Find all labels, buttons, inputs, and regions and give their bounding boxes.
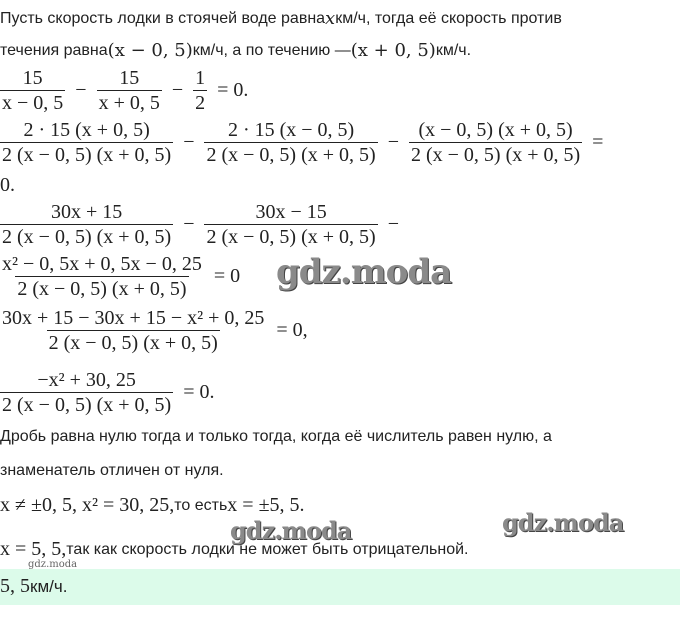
numerator: x² − 0, 5x + 0, 5x − 0, 25 [2, 253, 202, 275]
numerator: 30x + 15 [50, 201, 123, 223]
math: (x + 0, 5) [350, 40, 436, 61]
numerator: 15 [119, 67, 140, 89]
roots-line [0, 494, 305, 517]
equation-2: $\frac{2 \cdot 15 (x + 0, 5)}{2 (x - 0, 5) (x + 0, 5)}$ − $\frac{2 \cdot 15 (x - 0, 5)}{2 (x - 0, 5) (x + 0, 5)}$ − $\frac{(x - 0, 5) (x + 0, 5)}{2 (x - 0, 5) (x + 0, 5)}$ = [2, 119, 604, 166]
text: то есть [174, 496, 228, 514]
numerator: 30x − 15 [255, 201, 327, 223]
intro-line-1 [0, 8, 562, 29]
text: течения равна [0, 41, 108, 59]
denominator: 2 (x − 0, 5) (x + 0, 5) [2, 394, 172, 416]
numerator: 2 · 15 (x + 0, 5) [23, 119, 150, 141]
math: 5, 5 [0, 575, 30, 597]
denominator: 2 (x − 0, 5) (x + 0, 5) [206, 226, 376, 248]
math: x = 5, 5, [0, 538, 67, 560]
math: x ≠ ±0, 5, x² = 30, 25, [0, 494, 175, 516]
rhs: = 0. [217, 79, 249, 101]
numerator: 15 [22, 67, 43, 89]
final-line [0, 538, 468, 561]
rhs: = 0. [183, 381, 215, 403]
numerator: (x − 0, 5) (x + 0, 5) [418, 119, 573, 141]
watermark: gdz.moda [276, 252, 452, 292]
numerator: 1 [195, 67, 206, 89]
watermark: gdz.moda [502, 508, 624, 537]
denominator: x + 0, 5 [98, 92, 160, 114]
denominator: 2 (x − 0, 5) (x + 0, 5) [2, 226, 172, 248]
numerator: 30x + 15 − 30x + 15 − x² + 0, 25 [2, 307, 265, 329]
math: x = ±5, 5. [227, 494, 305, 516]
rhs: = 0 [213, 265, 241, 287]
numerator: 2 · 15 (x − 0, 5) [227, 119, 355, 141]
equation-3: $\frac{30x + 15}{2 (x - 0, 5) (x + 0, 5)}$ − $\frac{30x - 15}{2 (x - 0, 5) (x + 0, 5)}$ − [2, 201, 399, 248]
intro-line-2 [0, 40, 471, 61]
denominator: 2 [195, 92, 206, 114]
text: км/ч. [30, 576, 68, 596]
text: км/ч. [435, 41, 472, 59]
rhs: 0. [0, 174, 15, 196]
equation-1: $\frac{15}{x - 0, 5}$ − $\frac{15}{x + 0, 5}$ − $\frac{1}{2}$ = 0. [2, 67, 249, 114]
text: так как скорость лодки не может быть отрицательной. [66, 540, 469, 558]
explanation-line-1: Дробь равна нулю тогда и только тогда, когда её числитель равен нулю, а [0, 428, 552, 445]
denominator: 2 (x − 0, 5) (x + 0, 5) [48, 332, 218, 354]
explanation-line-2: знаменатель отличен от нуля. [0, 462, 224, 479]
text: км/ч, а по течению — [192, 41, 351, 59]
rhs: = 0, [276, 319, 308, 341]
denominator: x − 0, 5 [2, 92, 64, 114]
denominator: 2 (x − 0, 5) (x + 0, 5) [2, 144, 172, 166]
equation-6 [0, 368, 220, 417]
equation-5 [0, 306, 314, 355]
watermark: gdz.moda [230, 516, 352, 545]
equation-4 [0, 252, 246, 301]
equals: = [592, 131, 604, 153]
watermark: gdz.moda [28, 559, 78, 570]
denominator: 2 (x − 0, 5) (x + 0, 5) [17, 278, 187, 300]
denominator: 2 (x − 0, 5) (x + 0, 5) [206, 144, 376, 166]
math-x: x [325, 8, 336, 29]
math: (x − 0, 5) [107, 40, 193, 61]
numerator: −x² + 30, 25 [37, 369, 136, 391]
text: Пусть скорость лодки в стоячей воде равна [0, 9, 326, 27]
text: км/ч, тогда её скорость против [335, 9, 562, 27]
denominator: 2 (x − 0, 5) (x + 0, 5) [410, 144, 581, 166]
answer-box [0, 569, 680, 605]
answer [0, 575, 67, 598]
